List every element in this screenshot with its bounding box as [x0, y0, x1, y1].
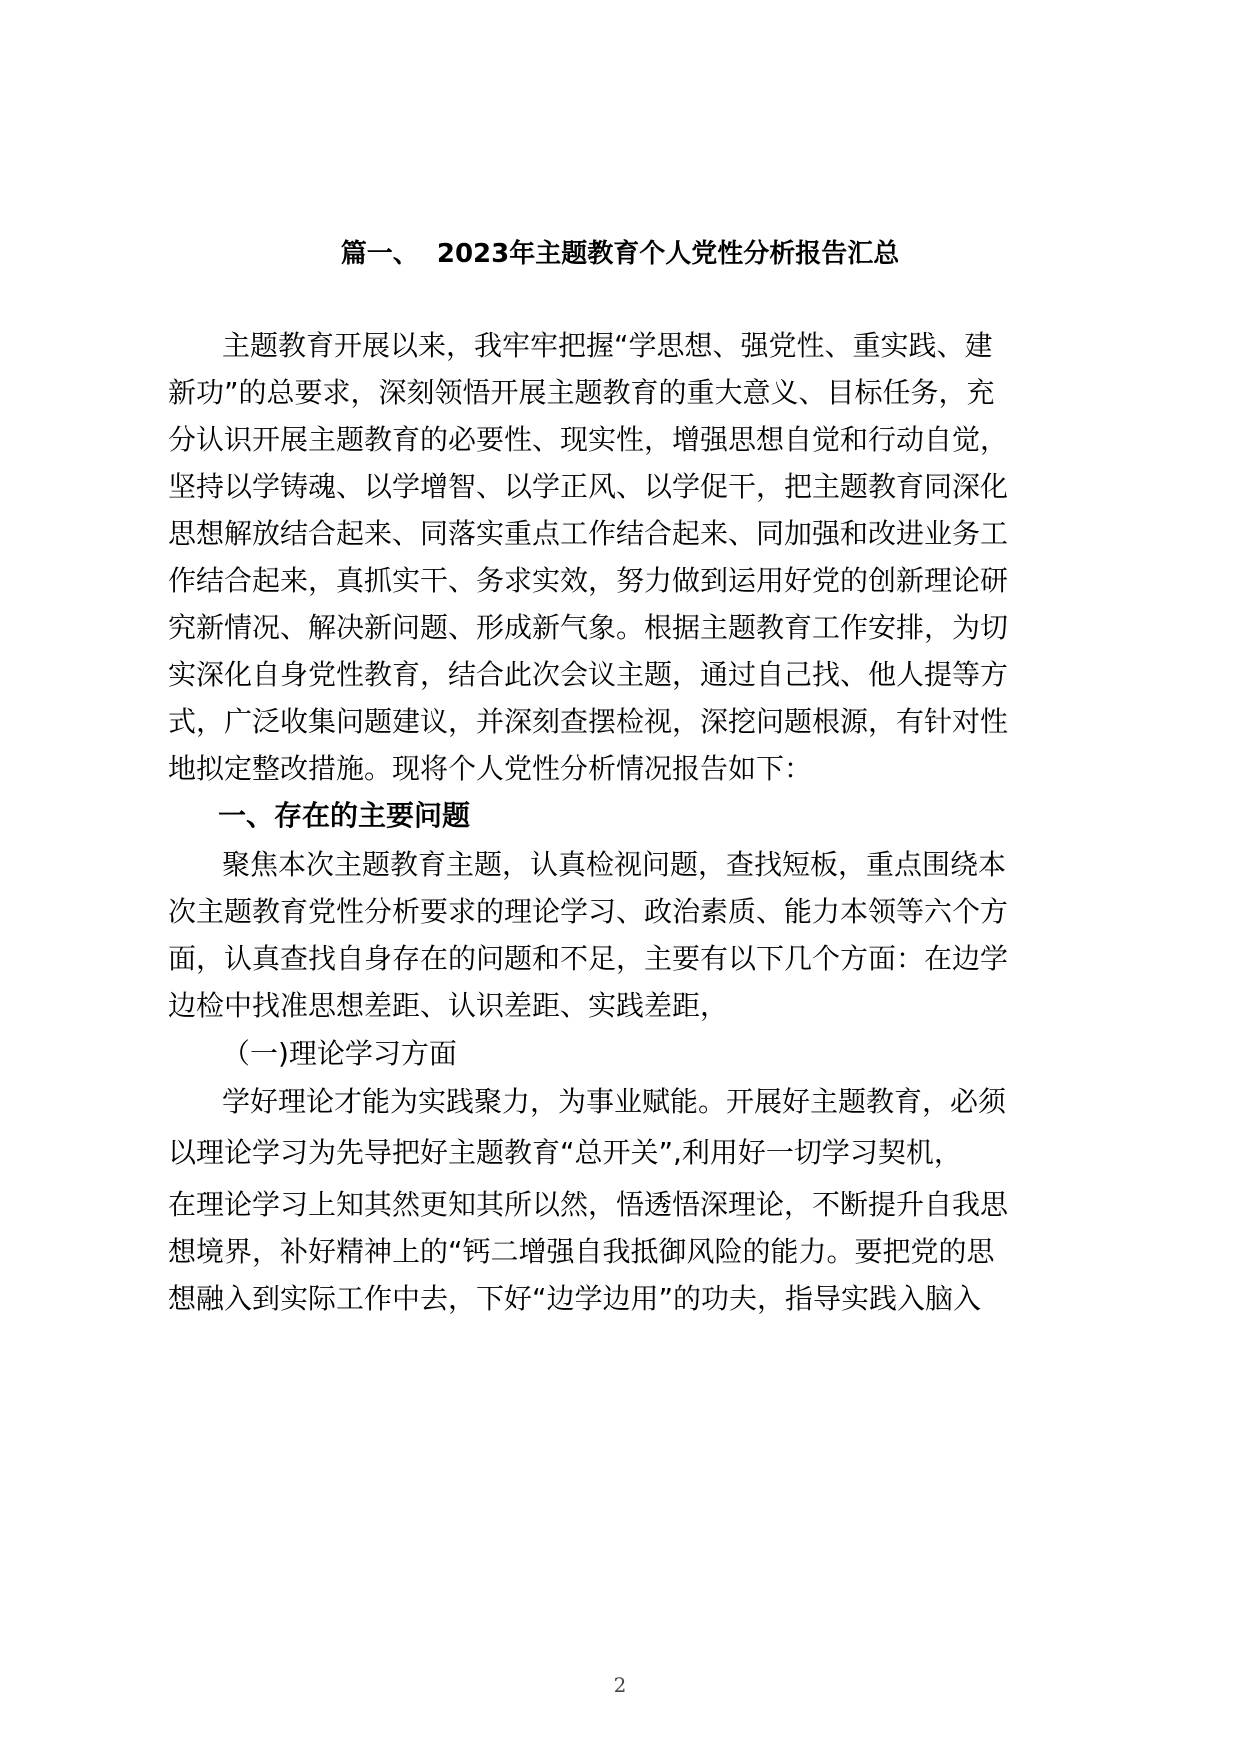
section-heading-main-problems: 一、存在的主要问题	[218, 799, 471, 832]
intro-line: 思想解放结合起来、同落实重点工作结合起来、同加强和改进业务工	[168, 517, 1009, 550]
intro-line: 新功”的总要求，深刻领悟开展主题教育的重大意义、目标任务，充	[168, 376, 995, 409]
section1-line: 面，认真查找自身存在的问题和不足，主要有以下几个方面：在边学	[168, 942, 1009, 975]
section1-line: 聚焦本次主题教育主题，认真检视问题，查找短板，重点围绕本	[222, 848, 1007, 881]
section1-line: 次主题教育党性分析要求的理论学习、政治素质、能力本领等六个方	[168, 895, 1009, 928]
subsection-heading-theory-study: （一)理论学习方面	[222, 1037, 457, 1070]
page-number: 2	[613, 1673, 627, 1697]
intro-line: 分认识开展主题教育的必要性、现实性，增强思想自觉和行动自觉，	[168, 423, 1009, 456]
intro-line: 究新情况、解决新问题、形成新气象。根据主题教育工作安排，为切	[168, 611, 1009, 644]
intro-line: 作结合起来，真抓实干、务求实效，努力做到运用好党的创新理论研	[168, 564, 1009, 597]
intro-line: 式，广泛收集问题建议，并深刻查摆检视，深挖问题根源，有针对性	[168, 705, 1009, 738]
intro-line: 坚持以学铸魂、以学增智、以学正风、以学促干，把主题教育同深化	[168, 470, 1009, 503]
intro-line: 主题教育开展以来，我牢牢把握“学思想、强党性、重实践、建	[222, 329, 993, 362]
intro-line: 地拟定整改措施。现将个人党性分析情况报告如下：	[168, 752, 813, 785]
subsection1-line: 学好理论才能为实践聚力，为事业赋能。开展好主题教育，必须	[222, 1085, 1007, 1118]
document-title: 篇一、 2023年主题教育个人党性分析报告汇总	[340, 239, 900, 269]
section1-line: 边检中找准思想差距、认识差距、实践差距，	[168, 989, 729, 1022]
subsection1-line: 想境界，补好精神上的“钙二增强自我抵御风险的能力。要把党的思	[168, 1235, 995, 1268]
intro-line: 实深化自身党性教育，结合此次会议主题，通过自己找、他人提等方	[168, 658, 1009, 691]
subsection1-line: 想融入到实际工作中去，下好“边学边用”的功夫，指导实践入脑入	[168, 1282, 982, 1315]
subsection1-line: 在理论学习上知其然更知其所以然，悟透悟深理论，不断提升自我思	[168, 1188, 1009, 1221]
subsection1-line: 以理论学习为先导把好主题教育“总开关”,利用好一切学习契机，	[168, 1136, 962, 1169]
